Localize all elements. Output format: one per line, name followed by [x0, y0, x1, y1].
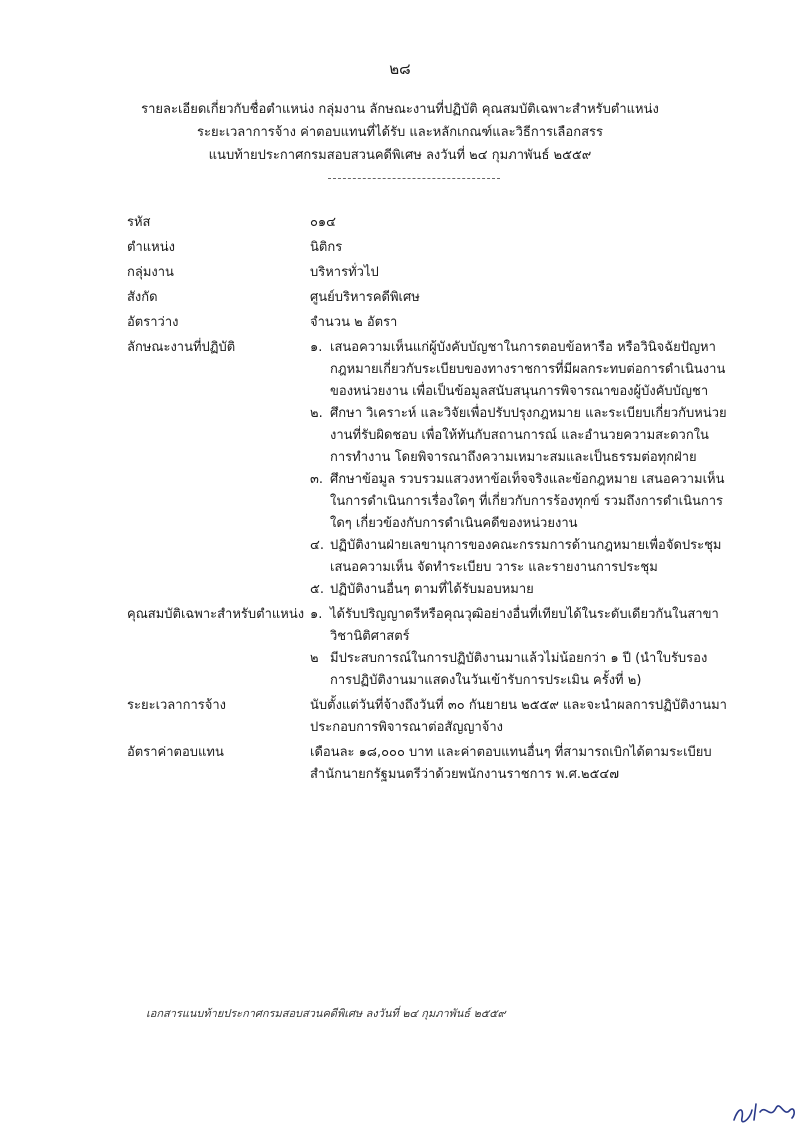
field-label: ตำแหน่ง — [127, 240, 175, 255]
field-value: เดือนละ ๑๘,๐๐๐ บาท และค่าตอบแทนอื่นๆ ที่สามารถเบิกได้ตามระเบียบสำนักนายกรัฐมนตรีว่าด้วยพนักงานราชการ พ.ศ.๒๕๔๗ — [310, 745, 712, 782]
item-number: ๔. — [310, 538, 324, 553]
item-text: ศึกษา วิเคราะห์ และวิจัยเพื่อปรับปรุงกฎหมาย และระเบียบเกี่ยวกับหน่วยงานที่รับผิดชอบ เพื่อให้ทันกับสถานการณ์ และอำนวยความสะดวกในการทำงาน โดยพิจารณาถึงความเหมาะสมและเป็นธรรมต่อทุกฝ่าย — [330, 406, 727, 465]
header-line-3: แนบท้ายประกาศกรมสอบสวนคดีพิเศษ ลงวันที่ ๒๔ กุมภาพันธ์ ๒๕๕๙ — [208, 148, 592, 163]
list-item — [310, 604, 727, 648]
list-item — [310, 648, 727, 692]
list-item — [310, 469, 727, 535]
item-text: ปฏิบัติงานอื่นๆ ตามที่ได้รับมอบหมาย — [330, 582, 534, 597]
field-value: ศูนย์บริหารคดีพิเศษ — [310, 290, 420, 305]
item-number: ๕. — [310, 582, 324, 597]
field-value: ๐๑๔ — [310, 215, 337, 230]
field-group — [127, 262, 727, 284]
item-number: ๒. — [310, 406, 323, 421]
field-value: จำนวน ๒ อัตรา — [310, 315, 398, 330]
item-number: ๑. — [310, 340, 323, 355]
item-text: มีประสบการณ์ในการปฏิบัติงานมาแล้วไม่น้อยกว่า ๑ ปี (นำใบรับรองการปฏิบัติงานมาแสดงในวันเข้ารับการประเมิน ครั้งที่ ๒) — [330, 651, 708, 688]
qualifications-list — [310, 604, 727, 692]
item-text: ศึกษาข้อมูล รวบรวมแสวงหาข้อเท็จจริงและข้อกฎหมาย เสนอความเห็นในการดำเนินการเรื่องใดๆ ที่เกี่ยวกับการร้องทุกข์ รวมถึงการดำเนินการใดๆ เกี่ยวข้องกับการดำเนินคดีของหน่วยงาน — [330, 472, 725, 531]
field-value: นิติกร — [310, 240, 343, 255]
item-text: ได้รับปริญญาตรีหรือคุณวุฒิอย่างอื่นที่เทียบได้ในระดับเดียวกันในสาขาวิชานิติศาสตร์ — [330, 607, 719, 644]
field-position — [127, 237, 727, 259]
field-label: รหัส — [127, 215, 151, 230]
page-number: ๒๘ — [389, 60, 411, 78]
position-details — [127, 212, 727, 789]
list-item — [310, 403, 727, 469]
field-qualifications — [127, 604, 727, 692]
list-item — [310, 579, 727, 601]
field-duration — [127, 695, 727, 739]
field-compensation — [127, 742, 727, 786]
field-code — [127, 212, 727, 234]
item-text: เสนอความเห็นแก่ผู้บังคับบัญชาในการตอบข้อหารือ หรือวินิจฉัยปัญหากฎหมายเกี่ยวกับระเบียบของทางราชการที่มีผลกระทบต่อการดำเนินงานของหน่วยงาน เพื่อเป็นข้อมูลสนับสนุนการพิจารณาของผู้บังคับบัญชา — [330, 340, 726, 399]
field-label: อัตราว่าง — [127, 315, 179, 330]
field-vacancy — [127, 312, 727, 334]
field-label: สังกัด — [127, 290, 158, 305]
field-value: บริหารทั่วไป — [310, 265, 379, 280]
field-unit — [127, 287, 727, 309]
document-footer: เอกสารแนบท้ายประกาศกรมสอบสวนคดีพิเศษ ลงวันที่ ๒๔ กุมภาพันธ์ ๒๕๕๙ — [146, 1007, 506, 1020]
duties-list — [310, 337, 727, 601]
header-divider — [328, 178, 500, 179]
list-item — [310, 337, 727, 403]
header-line-1: รายละเอียดเกี่ยวกับชื่อตำแหน่ง กลุ่มงาน ลักษณะงานที่ปฏิบัติ คุณสมบัติเฉพาะสำหรับตำแหน่ง — [141, 102, 659, 117]
document-header — [0, 98, 800, 167]
item-number: ๑. — [310, 607, 323, 622]
list-item — [310, 535, 727, 579]
item-text: ปฏิบัติงานฝ่ายเลขานุการของคณะกรรมการด้านกฎหมายเพื่อจัดประชุม เสนอความเห็น จัดทำระเบียบ วาระ และรายงานการประชุม — [330, 538, 722, 575]
field-label: ลักษณะงานที่ปฏิบัติ — [127, 340, 236, 355]
handwritten-signature — [730, 1090, 800, 1130]
field-label: กลุ่มงาน — [127, 265, 174, 280]
item-number: ๒ — [310, 651, 319, 666]
header-line-2: ระยะเวลาการจ้าง ค่าตอบแทนที่ได้รับ และหลักเกณฑ์และวิธีการเลือกสรร — [197, 125, 603, 140]
field-label: คุณสมบัติเฉพาะสำหรับตำแหน่ง — [127, 607, 305, 622]
field-duties — [127, 337, 727, 601]
field-label: ระยะเวลาการจ้าง — [127, 698, 226, 713]
item-number: ๓. — [310, 472, 324, 487]
field-value: นับตั้งแต่วันที่จ้างถึงวันที่ ๓๐ กันยายน ๒๕๕๙ และจะนำผลการปฏิบัติงานมาประกอบการพิจารณาต่อสัญญาจ้าง — [310, 698, 727, 735]
field-label: อัตราค่าตอบแทน — [127, 745, 224, 760]
